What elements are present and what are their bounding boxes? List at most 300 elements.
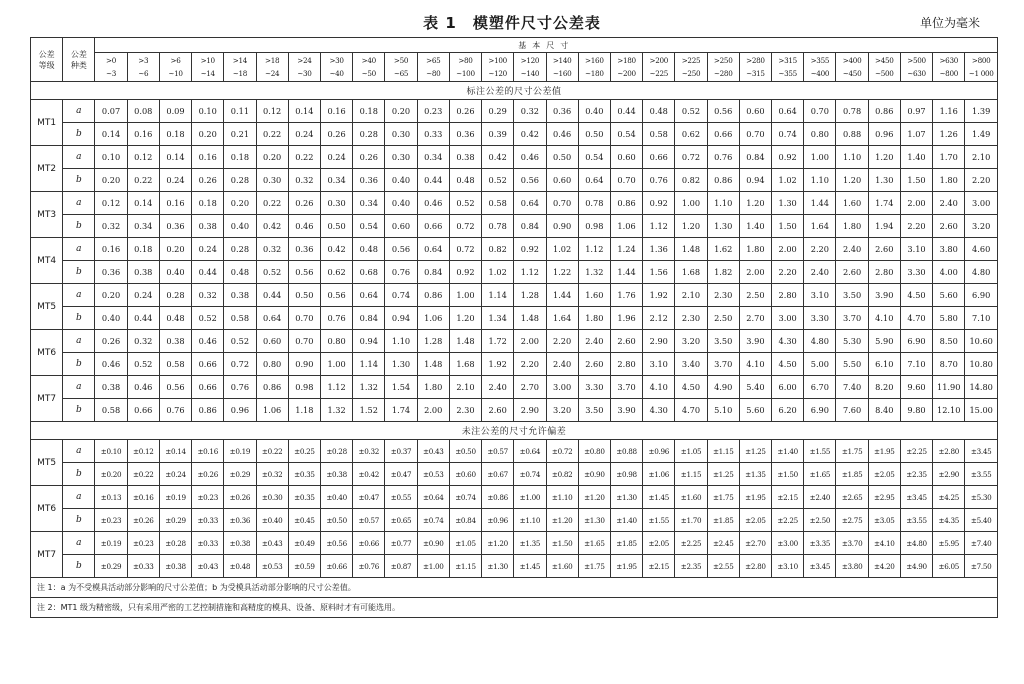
value-cell: 2.10 xyxy=(449,376,481,399)
value-cell: ±0.42 xyxy=(353,463,385,486)
value-cell: 0.76 xyxy=(224,376,256,399)
range-lower: >180 xyxy=(617,56,636,65)
value-cell: 2.20 xyxy=(772,261,804,284)
kind-cell: a xyxy=(63,376,95,399)
range-lower: >120 xyxy=(520,56,540,65)
value-cell: 1.16 xyxy=(933,100,965,123)
value-cell: ±0.53 xyxy=(417,463,449,486)
value-cell: ±7.50 xyxy=(965,555,998,578)
value-cell: 0.32 xyxy=(127,330,159,353)
value-cell: ±1.30 xyxy=(482,555,514,578)
value-cell: 2.30 xyxy=(449,399,481,422)
size-range-header xyxy=(449,53,481,82)
value-cell: ±2.80 xyxy=(739,555,771,578)
value-cell: 1.12 xyxy=(643,215,675,238)
value-cell: 0.64 xyxy=(353,284,385,307)
kind-cell: b xyxy=(63,509,95,532)
value-cell: 6.90 xyxy=(804,399,836,422)
range-lower: >40 xyxy=(361,56,376,65)
value-cell: ±2.95 xyxy=(868,486,900,509)
value-cell: 0.72 xyxy=(224,353,256,376)
value-cell: 0.40 xyxy=(578,100,610,123)
value-cell: 0.30 xyxy=(385,146,417,169)
value-cell: 5.10 xyxy=(707,399,739,422)
value-cell: 0.38 xyxy=(449,146,481,169)
value-cell: 3.90 xyxy=(739,330,771,353)
value-cell: 1.44 xyxy=(546,284,578,307)
value-cell: ±0.60 xyxy=(449,463,481,486)
value-cell: 2.60 xyxy=(482,399,514,422)
value-cell: 0.50 xyxy=(546,146,578,169)
value-cell: 0.46 xyxy=(288,215,320,238)
range-lower: >18 xyxy=(265,56,280,65)
value-cell: 0.62 xyxy=(675,123,707,146)
value-cell: ±0.35 xyxy=(288,463,320,486)
value-cell: ±1.35 xyxy=(514,532,546,555)
value-cell: 0.82 xyxy=(675,169,707,192)
range-upper: ~3 xyxy=(106,69,117,78)
value-cell: 0.36 xyxy=(449,123,481,146)
range-upper: ~18 xyxy=(232,69,248,78)
value-cell: 0.54 xyxy=(610,123,642,146)
value-cell: ±0.90 xyxy=(578,463,610,486)
value-cell: 2.90 xyxy=(643,330,675,353)
value-cell: 7.10 xyxy=(965,307,998,330)
value-cell: ±0.29 xyxy=(159,509,191,532)
section-untoleranced-title: 未注公差的尺寸允许偏差 xyxy=(31,422,998,440)
value-cell: ±1.50 xyxy=(772,463,804,486)
value-cell: 1.76 xyxy=(610,284,642,307)
value-cell: 1.06 xyxy=(256,399,288,422)
kind-header-line: 种类 xyxy=(70,60,87,70)
section-toleranced-title: 标注公差的尺寸公差值 xyxy=(31,82,998,100)
value-cell: 8.70 xyxy=(933,353,965,376)
range-upper: ~630 xyxy=(907,69,926,78)
value-cell: ±0.33 xyxy=(192,509,224,532)
value-cell: 0.20 xyxy=(224,192,256,215)
kind-cell: a xyxy=(63,100,95,123)
value-cell: 2.00 xyxy=(514,330,546,353)
value-cell: 4.80 xyxy=(804,330,836,353)
size-range-header xyxy=(675,53,707,82)
value-cell: ±3.05 xyxy=(868,509,900,532)
value-cell: ±7.40 xyxy=(965,532,998,555)
value-cell: ±1.20 xyxy=(546,509,578,532)
value-cell: 0.52 xyxy=(224,330,256,353)
value-cell: ±2.35 xyxy=(675,555,707,578)
value-cell: 0.10 xyxy=(95,146,127,169)
size-range-header xyxy=(256,53,288,82)
value-cell: 0.32 xyxy=(192,284,224,307)
value-cell: 3.90 xyxy=(610,399,642,422)
value-cell: 1.44 xyxy=(804,192,836,215)
value-cell: 3.90 xyxy=(868,284,900,307)
value-cell: ±1.00 xyxy=(417,555,449,578)
value-cell: ±1.75 xyxy=(707,486,739,509)
value-cell: 2.30 xyxy=(675,307,707,330)
value-cell: ±0.10 xyxy=(95,440,127,463)
value-cell: 7.10 xyxy=(900,353,932,376)
value-cell: 2.70 xyxy=(739,307,771,330)
value-cell: ±0.20 xyxy=(95,463,127,486)
kind-header xyxy=(63,38,95,82)
value-cell: 1.20 xyxy=(739,192,771,215)
value-cell: 0.38 xyxy=(95,376,127,399)
value-cell: ±1.65 xyxy=(804,463,836,486)
grade-cell: MT2 xyxy=(31,146,63,192)
value-cell: 0.52 xyxy=(127,353,159,376)
range-lower: >30 xyxy=(329,56,344,65)
size-range-header xyxy=(868,53,900,82)
value-cell: ±3.80 xyxy=(836,555,868,578)
value-cell: ±3.70 xyxy=(836,532,868,555)
value-cell: 1.48 xyxy=(675,238,707,261)
size-range-header xyxy=(546,53,578,82)
table-row xyxy=(31,486,998,509)
value-cell: 0.56 xyxy=(514,169,546,192)
value-cell: 2.80 xyxy=(772,284,804,307)
grade-cell: MT1 xyxy=(31,100,63,146)
value-cell: 1.12 xyxy=(578,238,610,261)
value-cell: 0.84 xyxy=(353,307,385,330)
value-cell: 1.20 xyxy=(868,146,900,169)
value-cell: ±3.55 xyxy=(900,509,932,532)
value-cell: ±1.15 xyxy=(675,463,707,486)
tolerance-table-container xyxy=(30,37,998,618)
value-cell: 2.90 xyxy=(514,399,546,422)
table-row xyxy=(31,330,998,353)
value-cell: 9.60 xyxy=(900,376,932,399)
value-cell: ±0.48 xyxy=(224,555,256,578)
value-cell: 0.54 xyxy=(578,146,610,169)
value-cell: ±1.50 xyxy=(546,532,578,555)
range-upper: ~355 xyxy=(778,69,797,78)
value-cell: 0.44 xyxy=(192,261,224,284)
value-cell: ±1.85 xyxy=(707,509,739,532)
value-cell: 1.40 xyxy=(739,215,771,238)
value-cell: 4.10 xyxy=(739,353,771,376)
value-cell: 0.34 xyxy=(417,146,449,169)
value-cell: ±0.98 xyxy=(610,463,642,486)
grade-header xyxy=(31,38,63,82)
kind-cell: a xyxy=(63,238,95,261)
value-cell: 5.50 xyxy=(836,353,868,376)
value-cell: ±0.38 xyxy=(320,463,352,486)
value-cell: ±0.26 xyxy=(224,486,256,509)
value-cell: 0.60 xyxy=(546,169,578,192)
value-cell: ±1.10 xyxy=(514,509,546,532)
value-cell: ±0.96 xyxy=(643,440,675,463)
value-cell: 0.14 xyxy=(95,123,127,146)
value-cell: 1.68 xyxy=(449,353,481,376)
value-cell: 2.10 xyxy=(675,284,707,307)
value-cell: 1.02 xyxy=(546,238,578,261)
value-cell: 0.66 xyxy=(643,146,675,169)
value-cell: ±1.95 xyxy=(739,486,771,509)
value-cell: 0.90 xyxy=(288,353,320,376)
value-cell: 3.70 xyxy=(610,376,642,399)
range-upper: ~400 xyxy=(810,69,830,78)
value-cell: ±0.32 xyxy=(256,463,288,486)
value-cell: 1.12 xyxy=(320,376,352,399)
value-cell: 0.38 xyxy=(224,284,256,307)
range-upper: ~180 xyxy=(585,69,604,78)
value-cell: 0.72 xyxy=(675,146,707,169)
value-cell: 0.40 xyxy=(385,169,417,192)
value-cell: 0.64 xyxy=(514,192,546,215)
value-cell: 2.20 xyxy=(965,169,998,192)
value-cell: 1.80 xyxy=(933,169,965,192)
value-cell: 0.52 xyxy=(482,169,514,192)
value-cell: ±2.50 xyxy=(804,509,836,532)
value-cell: 2.40 xyxy=(836,238,868,261)
value-cell: ±1.05 xyxy=(675,440,707,463)
value-cell: ±0.76 xyxy=(353,555,385,578)
value-cell: ±2.45 xyxy=(707,532,739,555)
value-cell: 0.20 xyxy=(95,169,127,192)
value-cell: ±2.05 xyxy=(643,532,675,555)
value-cell: 0.38 xyxy=(192,215,224,238)
value-cell: ±0.72 xyxy=(546,440,578,463)
value-cell: 1.36 xyxy=(643,238,675,261)
value-cell: 1.26 xyxy=(933,123,965,146)
value-cell: 3.00 xyxy=(546,376,578,399)
value-cell: ±0.40 xyxy=(256,509,288,532)
value-cell: 3.00 xyxy=(965,192,998,215)
value-cell: 0.70 xyxy=(288,307,320,330)
range-lower: >100 xyxy=(488,56,507,65)
range-lower: >250 xyxy=(713,56,733,65)
value-cell: 15.00 xyxy=(965,399,998,422)
value-cell: 3.20 xyxy=(546,399,578,422)
value-cell: 0.18 xyxy=(159,123,191,146)
size-range-header xyxy=(95,53,127,82)
value-cell: 2.30 xyxy=(707,284,739,307)
kind-header-line: 公差 xyxy=(70,49,87,59)
value-cell: 1.48 xyxy=(449,330,481,353)
value-cell: 1.00 xyxy=(320,353,352,376)
value-cell: ±2.55 xyxy=(707,555,739,578)
value-cell: 1.54 xyxy=(385,376,417,399)
value-cell: 1.64 xyxy=(804,215,836,238)
value-cell: 0.48 xyxy=(643,100,675,123)
value-cell: 0.29 xyxy=(482,100,514,123)
value-cell: 2.50 xyxy=(707,307,739,330)
value-cell: ±1.70 xyxy=(675,509,707,532)
value-cell: ±0.32 xyxy=(353,440,385,463)
range-lower: >0 xyxy=(106,56,117,65)
value-cell: ±5.30 xyxy=(965,486,998,509)
range-lower: >315 xyxy=(778,56,797,65)
value-cell: 0.42 xyxy=(482,146,514,169)
value-cell: 3.50 xyxy=(836,284,868,307)
value-cell: ±3.55 xyxy=(965,463,998,486)
value-cell: 0.94 xyxy=(385,307,417,330)
value-cell: 0.48 xyxy=(449,169,481,192)
basic-size-header: 基本尺寸 xyxy=(95,38,998,53)
value-cell: ±0.29 xyxy=(95,555,127,578)
value-cell: 0.62 xyxy=(320,261,352,284)
value-cell: ±0.66 xyxy=(353,532,385,555)
value-cell: ±0.53 xyxy=(256,555,288,578)
value-cell: 1.80 xyxy=(417,376,449,399)
size-range-header xyxy=(739,53,771,82)
value-cell: 1.62 xyxy=(707,238,739,261)
value-cell: 1.10 xyxy=(707,192,739,215)
value-cell: 0.18 xyxy=(353,100,385,123)
value-cell: 1.74 xyxy=(868,192,900,215)
range-lower: >65 xyxy=(426,56,441,65)
value-cell: 0.12 xyxy=(95,192,127,215)
value-cell: 0.50 xyxy=(288,284,320,307)
value-cell: ±0.30 xyxy=(256,486,288,509)
value-cell: ±1.95 xyxy=(610,555,642,578)
value-cell: 1.28 xyxy=(417,330,449,353)
kind-cell: a xyxy=(63,192,95,215)
value-cell: 4.10 xyxy=(643,376,675,399)
value-cell: 0.38 xyxy=(159,330,191,353)
value-cell: 1.44 xyxy=(610,261,642,284)
value-cell: 0.66 xyxy=(192,353,224,376)
page-title: 表 1 模塑件尺寸公差表 xyxy=(423,14,601,32)
value-cell: 5.60 xyxy=(739,399,771,422)
value-cell: 0.46 xyxy=(417,192,449,215)
value-cell: 1.22 xyxy=(546,261,578,284)
value-cell: 0.56 xyxy=(159,376,191,399)
value-cell: ±4.80 xyxy=(900,532,932,555)
value-cell: 4.50 xyxy=(900,284,932,307)
value-cell: 3.30 xyxy=(804,307,836,330)
value-cell: ±3.35 xyxy=(804,532,836,555)
value-cell: 1.48 xyxy=(417,353,449,376)
value-cell: 1.20 xyxy=(836,169,868,192)
value-cell: 0.60 xyxy=(610,146,642,169)
value-cell: 1.60 xyxy=(836,192,868,215)
value-cell: 0.22 xyxy=(288,146,320,169)
value-cell: 0.20 xyxy=(385,100,417,123)
value-cell: 3.70 xyxy=(707,353,739,376)
range-upper: ~1 000 xyxy=(968,69,994,78)
value-cell: 1.10 xyxy=(385,330,417,353)
value-cell: 0.96 xyxy=(224,399,256,422)
value-cell: 4.60 xyxy=(965,238,998,261)
value-cell: ±2.15 xyxy=(643,555,675,578)
value-cell: 0.46 xyxy=(192,330,224,353)
table-row xyxy=(31,440,998,463)
value-cell: 1.06 xyxy=(610,215,642,238)
section-toleranced-title-row xyxy=(31,82,998,100)
value-cell: 0.58 xyxy=(224,307,256,330)
value-cell: 4.50 xyxy=(772,353,804,376)
value-cell: 0.60 xyxy=(385,215,417,238)
value-cell: 8.40 xyxy=(868,399,900,422)
table-row xyxy=(31,100,998,123)
size-range-header xyxy=(965,53,998,82)
value-cell: 3.80 xyxy=(933,238,965,261)
value-cell: 0.38 xyxy=(127,261,159,284)
value-cell: 0.74 xyxy=(385,284,417,307)
value-cell: 0.76 xyxy=(320,307,352,330)
value-cell: ±1.10 xyxy=(546,486,578,509)
value-cell: 0.11 xyxy=(224,100,256,123)
value-cell: ±0.40 xyxy=(320,486,352,509)
value-cell: 1.74 xyxy=(385,399,417,422)
value-cell: ±1.75 xyxy=(578,555,610,578)
range-upper: ~200 xyxy=(617,69,636,78)
value-cell: 1.24 xyxy=(610,238,642,261)
value-cell: 3.50 xyxy=(707,330,739,353)
value-cell: 0.24 xyxy=(192,238,224,261)
grade-cell: MT6 xyxy=(31,330,63,376)
value-cell: 4.70 xyxy=(675,399,707,422)
value-cell: ±2.25 xyxy=(900,440,932,463)
value-cell: 10.60 xyxy=(965,330,998,353)
value-cell: 0.24 xyxy=(320,146,352,169)
table-row xyxy=(31,146,998,169)
table-note: 注 2：MT1 级为精密级，只有采用严密的工艺控制措施和高精度的模具、设备、原料时才有可能选用。 xyxy=(31,598,998,618)
value-cell: 1.28 xyxy=(514,284,546,307)
range-upper: ~450 xyxy=(842,69,862,78)
value-cell: 0.58 xyxy=(643,123,675,146)
size-range-header xyxy=(900,53,932,82)
value-cell: ±2.90 xyxy=(933,463,965,486)
range-upper: ~315 xyxy=(746,69,765,78)
kind-cell: a xyxy=(63,440,95,463)
value-cell: ±0.13 xyxy=(95,486,127,509)
value-cell: ±0.23 xyxy=(192,486,224,509)
value-cell: 0.52 xyxy=(256,261,288,284)
range-lower: >355 xyxy=(810,56,830,65)
header-row-1 xyxy=(31,38,998,53)
grade-header-line: 公差 xyxy=(38,49,55,59)
value-cell: ±0.80 xyxy=(578,440,610,463)
value-cell: 7.60 xyxy=(836,399,868,422)
value-cell: 0.36 xyxy=(288,238,320,261)
value-cell: 0.90 xyxy=(546,215,578,238)
value-cell: 2.60 xyxy=(836,261,868,284)
value-cell: ±0.47 xyxy=(385,463,417,486)
value-cell: ±1.45 xyxy=(643,486,675,509)
value-cell: ±0.55 xyxy=(385,486,417,509)
value-cell: 0.16 xyxy=(95,238,127,261)
value-cell: 1.50 xyxy=(900,169,932,192)
value-cell: ±0.82 xyxy=(546,463,578,486)
range-lower: >6 xyxy=(170,56,181,65)
value-cell: 1.56 xyxy=(643,261,675,284)
value-cell: 8.50 xyxy=(933,330,965,353)
value-cell: 0.16 xyxy=(159,192,191,215)
value-cell: 1.00 xyxy=(675,192,707,215)
value-cell: 6.90 xyxy=(965,284,998,307)
value-cell: 0.56 xyxy=(288,261,320,284)
value-cell: 0.24 xyxy=(159,169,191,192)
value-cell: 0.60 xyxy=(256,330,288,353)
value-cell: 0.33 xyxy=(417,123,449,146)
value-cell: 11.90 xyxy=(933,376,965,399)
value-cell: 0.64 xyxy=(417,238,449,261)
value-cell: 0.64 xyxy=(578,169,610,192)
value-cell: 0.48 xyxy=(224,261,256,284)
value-cell: 3.10 xyxy=(804,284,836,307)
value-cell: 0.28 xyxy=(353,123,385,146)
value-cell: 0.92 xyxy=(643,192,675,215)
value-cell: 1.18 xyxy=(288,399,320,422)
value-cell: 2.00 xyxy=(772,238,804,261)
range-upper: ~800 xyxy=(939,69,958,78)
unit-note: 单位为毫米 xyxy=(919,16,980,30)
value-cell: 6.90 xyxy=(900,330,932,353)
value-cell: 0.94 xyxy=(739,169,771,192)
